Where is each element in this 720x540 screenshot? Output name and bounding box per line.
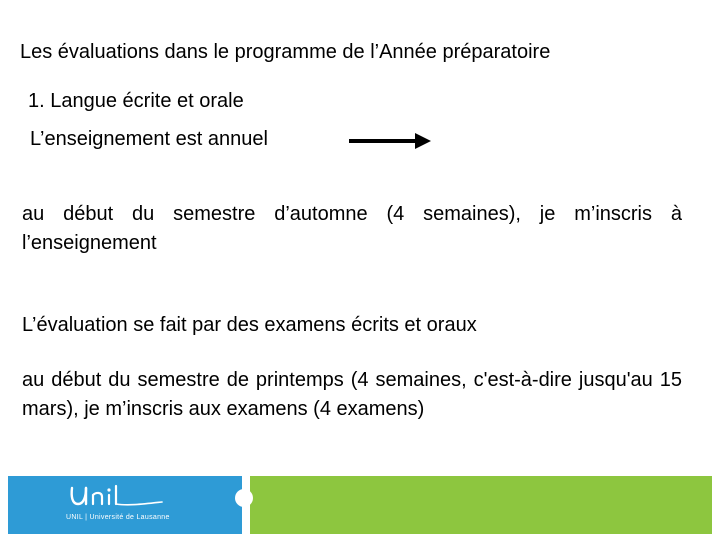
statement-text: L’enseignement est annuel	[30, 128, 268, 150]
footer-dot	[235, 489, 253, 507]
unil-logo	[66, 482, 186, 512]
footer-banner	[0, 470, 720, 540]
right-arrow-icon	[349, 130, 431, 152]
logo-subtitle: UNIL | Université de Lausanne	[66, 514, 170, 521]
paragraph-evaluation: L’évaluation se fait par des examens écrits et oraux	[22, 314, 477, 336]
paragraph-exam-registration: au début du semestre de printemps (4 semaines, c'est-à-dire jusqu'au 15 mars), je m’inscris aux examens (4 examens)	[22, 369, 682, 420]
paragraph-enrollment: au début du semestre d’automne (4 semaines), je m’inscris à l’enseignement	[22, 203, 682, 254]
slide-title: Les évaluations dans le programme de l’Année préparatoire	[20, 41, 551, 63]
footer-green-band	[250, 476, 712, 534]
section-heading: 1. Langue écrite et orale	[28, 90, 244, 112]
